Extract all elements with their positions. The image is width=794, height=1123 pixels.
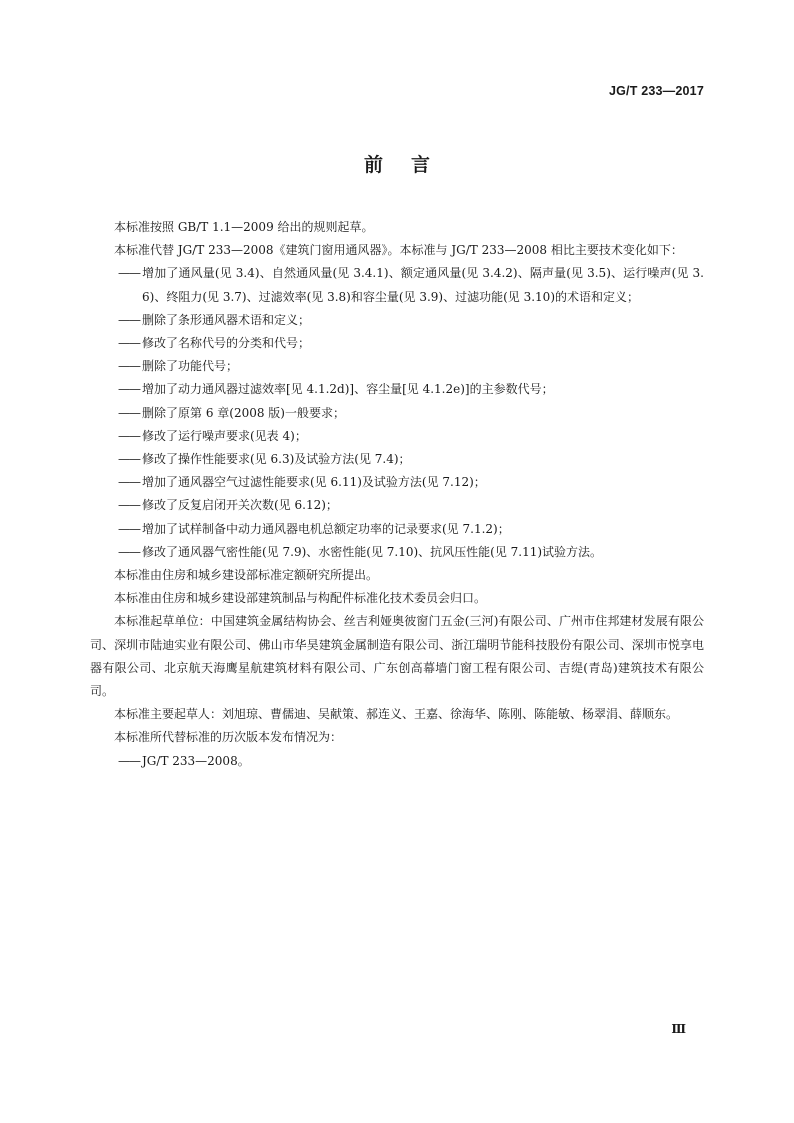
- list-item-text: 删除了功能代号；: [142, 359, 239, 374]
- paragraph: 本标准按照 GB/T 1.1—2009 给出的规则起草。: [114, 220, 374, 234]
- dash-marker: ——: [118, 405, 140, 420]
- dash-marker: ——: [118, 359, 140, 374]
- list-item-text: JG/T 233—2008。: [142, 753, 250, 768]
- list-item: [90, 378, 704, 401]
- list-item-text: 修改了通风器气密性能(见 7.9)、水密性能(见 7.10)、抗风压性能(见 7.11)试验方法。: [142, 544, 603, 559]
- list-item: [90, 541, 704, 564]
- list-item-text: 修改了名称代号的分类和代号；: [142, 336, 311, 351]
- list-item: [90, 332, 704, 355]
- list-item: [90, 750, 704, 773]
- paragraph: 本标准由住房和城乡建设部建筑制品与构配件标准化技术委员会归口。: [114, 591, 487, 606]
- list-item: [90, 262, 704, 308]
- list-item-text: 增加了动力通风器过滤效率[见 4.1.2d)]、容尘量[见 4.1.2e)]的主参数代号；: [142, 382, 554, 397]
- dash-marker: ——: [118, 753, 140, 768]
- list-item: [90, 448, 704, 471]
- list-item-text: 增加了通风器空气过滤性能要求(见 6.11)及试验方法(见 7.12)；: [142, 475, 486, 490]
- list-item-text: 修改了反复启闭开关次数(见 6.12)；: [142, 498, 338, 513]
- paragraph: 本标准代替 JG/T 233—2008《建筑门窗用通风器》。本标准与 JG/T 233—2008 相比主要技术变化如下：: [114, 243, 683, 258]
- dash-marker: ——: [118, 521, 140, 536]
- list-item: [90, 494, 704, 517]
- dash-marker: ——: [118, 428, 140, 443]
- list-item: [90, 518, 704, 541]
- foreword-body: [90, 216, 704, 773]
- list-item: [90, 402, 704, 425]
- list-item-text: 增加了通风量(见 3.4)、自然通风量(见 3.4.1)、额定通风量(见 3.4.2)、隔声量(见 3.5)、运行噪声(见 3.6)、终阻力(见 3.7)、过滤效率(见 3.8)和容尘量(见 3.9)、过滤功能(见 3.10)的术语和定义；: [142, 266, 704, 304]
- dash-marker: ——: [118, 452, 140, 467]
- list-item-text: 修改了操作性能要求(见 6.3)及试验方法(见 7.4)；: [142, 452, 411, 467]
- list-item-text: 修改了运行噪声要求(见表 4)；: [142, 428, 307, 443]
- page-title: 前言: [363, 154, 458, 176]
- list-item: [90, 355, 704, 378]
- dash-marker: ——: [118, 382, 140, 397]
- paragraph: 本标准所代替标准的历次版本发布情况为：: [114, 730, 343, 745]
- paragraph: 本标准由住房和城乡建设部标准定额研究所提出。: [114, 568, 379, 583]
- dash-marker: ——: [118, 544, 140, 559]
- standard-code: JG/T 233—2017: [608, 84, 704, 98]
- page-number: Ⅲ: [671, 1022, 686, 1036]
- dash-marker: ——: [118, 475, 140, 490]
- paragraph: 本标准主要起草人：刘旭琼、曹儒迪、吴献策、郝连义、王嘉、徐海华、陈刚、陈能敏、杨翠涓、薛顺东。: [114, 707, 679, 722]
- list-item-text: 删除了条形通风器术语和定义；: [142, 312, 311, 327]
- list-item: [90, 309, 704, 332]
- dash-marker: ——: [118, 266, 140, 281]
- dash-marker: ——: [118, 312, 140, 327]
- paragraph: 本标准起草单位：中国建筑金属结构协会、丝吉利娅奥彼窗门五金(三河)有限公司、广州市住邦建材发展有限公司、深圳市陆迪实业有限公司、佛山市华昊建筑金属制造有限公司、浙江瑞明节能科技股份有限公司、深圳市悦享电器有限公司、北京航天海鹰星航建筑材料有限公司、广东创高幕墙门窗工程有限公司、吉缇(青岛)建筑技术有限公司。: [90, 614, 704, 699]
- dash-marker: ——: [118, 336, 140, 351]
- list-item: [90, 425, 704, 448]
- dash-marker: ——: [118, 498, 140, 513]
- list-item-text: 删除了原第 6 章(2008 版)一般要求；: [142, 405, 345, 420]
- list-item-text: 增加了试样制备中动力通风器电机总额定功率的记录要求(见 7.1.2)；: [142, 521, 510, 536]
- list-item: [90, 471, 704, 494]
